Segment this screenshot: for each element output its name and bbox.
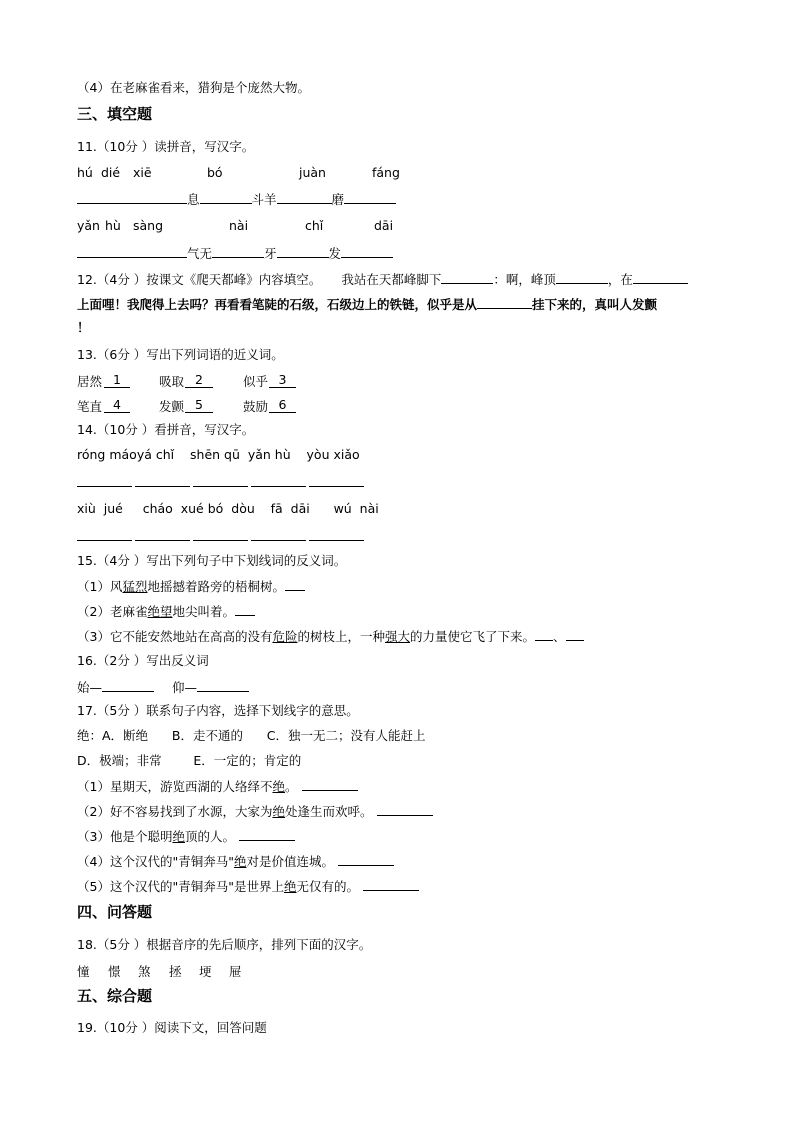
text: 的树枝上，一种 <box>297 629 385 644</box>
question-12-line-3: ！ <box>77 320 90 335</box>
answer-blank[interactable] <box>77 486 132 487</box>
answer-blank[interactable] <box>212 245 264 258</box>
pinyin: dāi <box>374 218 394 233</box>
answer-blank[interactable] <box>77 540 132 541</box>
word: 始— <box>77 680 103 695</box>
text: 上面哩！我爬得上去吗？再看看笔陡的石级，石级边上的铁链，似乎是从 <box>77 297 478 312</box>
answer-blank[interactable] <box>239 828 295 841</box>
answer-blank[interactable] <box>285 578 305 591</box>
q11-blank-row-2 <box>77 245 393 262</box>
answer-blank[interactable] <box>363 878 419 891</box>
answer-blank[interactable] <box>377 803 433 816</box>
section-title: 三、填空题 <box>77 105 153 123</box>
pinyin: fáng <box>372 165 400 180</box>
question-19-head: 19.（10分 ）阅读下文，回答问题 <box>77 1020 267 1035</box>
question-12-head: 12.（4分 ）按课文《爬天都峰》内容填空。 <box>77 272 322 287</box>
answer-blank[interactable] <box>277 245 329 258</box>
answer-blank[interactable] <box>200 191 252 204</box>
text: 地尖叫着。 <box>172 604 235 619</box>
q15-item-2 <box>77 603 255 620</box>
text: 处逢生而欢呼。 <box>284 804 373 819</box>
answer-blank[interactable] <box>309 486 364 487</box>
underlined-word: 绝望 <box>147 604 173 619</box>
question-17-head: 17.（5分 ）联系句子内容，选择下划线字的意思。 <box>77 703 359 718</box>
answer-blank[interactable] <box>235 603 255 616</box>
pinyin: dié <box>101 165 121 180</box>
pinyin: yǎn <box>77 218 100 233</box>
answer-slot[interactable]: 3 <box>269 372 296 388</box>
section-title: 四、问答题 <box>77 903 153 921</box>
question-12-line-1 <box>77 271 688 288</box>
answer-slot[interactable]: 5 <box>185 397 213 413</box>
answer-blank[interactable] <box>277 191 332 204</box>
text: （1）风 <box>77 579 123 594</box>
pinyin: bó <box>207 165 223 180</box>
q14-pinyin-row-2: xiù jué cháo xué bó dòu fā dāi wú nài <box>77 501 379 516</box>
word-part: 气无 <box>187 246 213 261</box>
text: （2）好不容易找到了水源，大家为 <box>77 804 273 819</box>
q17-item-4 <box>77 853 394 870</box>
word-part: 磨 <box>331 192 345 207</box>
answer-slot[interactable]: 4 <box>104 397 130 413</box>
underlined-word: 猛烈 <box>122 579 148 594</box>
word-part: 发 <box>328 246 342 261</box>
q17-item-1 <box>77 778 358 795</box>
pinyin: juàn <box>299 165 326 180</box>
text: 的力量使它飞了下来。 <box>410 629 536 644</box>
underlined-char: 绝 <box>272 779 285 794</box>
underlined-word: 强大 <box>385 629 411 644</box>
text: （1）星期天，游览西湖的人络绎不 <box>77 779 273 794</box>
text: （2）老麻雀 <box>77 604 148 619</box>
q17-item-2 <box>77 803 433 820</box>
char: 屉 <box>229 964 242 979</box>
q17-item-5 <box>77 878 419 895</box>
underlined-char: 绝 <box>233 854 247 869</box>
text: 我站在天都峰脚下 <box>341 272 442 287</box>
pinyin: sàng <box>133 218 164 233</box>
answer-blank[interactable] <box>77 245 132 258</box>
pinyin: hù <box>105 218 121 233</box>
answer-blank[interactable] <box>132 191 187 204</box>
question-12-line-2 <box>77 296 657 313</box>
answer-blank[interactable] <box>535 628 553 641</box>
answer-blank[interactable] <box>197 679 249 692</box>
q14-blank-row-1 <box>77 486 377 502</box>
answer-slot[interactable]: 1 <box>104 372 130 388</box>
text: 挂下来的，真叫人发颤 <box>532 297 658 312</box>
char: 煞 <box>138 964 151 979</box>
answer-blank[interactable] <box>556 271 608 284</box>
answer-blank[interactable] <box>135 540 190 541</box>
q17-options-1: 绝：A．断绝 B．走不通的 C．独一无二；没有人能赶上 <box>77 728 426 743</box>
char: 埂 <box>199 964 212 979</box>
word: 吸取 <box>159 374 185 389</box>
answer-blank[interactable] <box>77 191 132 204</box>
word-part: 斗羊 <box>251 192 277 207</box>
question-18-head: 18.（5分 ）根据音序的先后顺序，排列下面的汉字。 <box>77 937 372 952</box>
question-16-head: 16.（2分 ）写出反义词 <box>77 653 209 668</box>
q18-chars <box>77 962 277 978</box>
answer-blank[interactable] <box>477 296 532 309</box>
answer-slot[interactable]: 6 <box>269 397 296 413</box>
pinyin: hú <box>77 165 93 180</box>
text-line: （4）在老麻雀看来，猎狗是个庞然大物。 <box>77 80 310 95</box>
answer-blank[interactable] <box>338 853 394 866</box>
word-part: 牙 <box>264 246 277 261</box>
q15-item-3 <box>77 628 584 645</box>
text: ：啊，峰顶 <box>493 272 556 287</box>
text: （4）这个汉代的"青铜奔马" <box>77 854 234 869</box>
underlined-char: 绝 <box>283 879 297 894</box>
q17-item-3 <box>77 828 295 845</box>
answer-blank[interactable] <box>633 271 688 284</box>
q15-item-1 <box>77 578 305 595</box>
text: （3）他是个聪明 <box>77 829 173 844</box>
pinyin: xiē <box>133 165 152 180</box>
question-14-head: 14.（10分 ）看拼音，写汉字。 <box>77 422 255 437</box>
answer-blank[interactable] <box>309 540 364 541</box>
pinyin: nài <box>229 218 249 233</box>
answer-slot[interactable]: 2 <box>185 372 213 388</box>
word-part: 息 <box>187 192 200 207</box>
char: 憬 <box>108 964 121 979</box>
word: 似乎 <box>243 374 269 389</box>
answer-blank[interactable] <box>251 540 306 541</box>
text: 对是价值连城。 <box>246 854 334 869</box>
answer-blank[interactable] <box>341 245 393 258</box>
q16-row <box>77 679 249 696</box>
word: 发颤 <box>159 399 185 414</box>
underlined-char: 绝 <box>272 804 285 819</box>
answer-blank[interactable] <box>251 486 306 487</box>
text: 无仅有的。 <box>296 879 359 894</box>
word: 笔直 <box>77 399 103 414</box>
char: 拯 <box>169 964 182 979</box>
text: ，在 <box>607 272 633 287</box>
question-13-head: 13.（6分 ）写出下列词语的近义词。 <box>77 347 284 362</box>
text: 顶的人。 <box>184 829 235 844</box>
answer-blank[interactable] <box>132 245 187 258</box>
text: 地摇撼着路旁的梧桐树。 <box>147 579 285 594</box>
separator: 、 <box>553 629 566 644</box>
q17-options-2: D．极端；非常 E．一定的；肯定的 <box>77 753 302 768</box>
text: 。 <box>284 779 298 794</box>
answer-blank[interactable] <box>566 628 584 641</box>
answer-blank[interactable] <box>102 679 154 692</box>
word: 仰— <box>172 680 198 695</box>
section-title: 五、综合题 <box>77 987 153 1005</box>
text: （5）这个汉代的"青铜奔马"是世界上 <box>77 879 284 894</box>
text: （3）它不能安然地站在高高的没有 <box>77 629 273 644</box>
answer-blank[interactable] <box>344 191 396 204</box>
q11-blank-row-1 <box>77 191 396 208</box>
answer-blank[interactable] <box>302 778 358 791</box>
word: 居然 <box>77 374 103 389</box>
answer-blank[interactable] <box>193 486 248 487</box>
question-11-head: 11.（10分 ）读拼音，写汉字。 <box>77 139 255 154</box>
underlined-word: 危险 <box>272 629 298 644</box>
char: 憧 <box>77 964 90 979</box>
pinyin: chǐ <box>305 218 324 233</box>
question-15-head: 15.（4分 ）写出下列句子中下划线词的反义词。 <box>77 553 347 568</box>
underlined-char: 绝 <box>172 829 185 844</box>
word: 鼓励 <box>243 399 269 414</box>
q14-pinyin-row-1: róng máoyá chǐ shēn qū yǎn hù yòu xiǎo <box>77 447 360 462</box>
answer-blank[interactable] <box>193 540 248 541</box>
answer-blank[interactable] <box>135 486 190 487</box>
answer-blank[interactable] <box>441 271 493 284</box>
